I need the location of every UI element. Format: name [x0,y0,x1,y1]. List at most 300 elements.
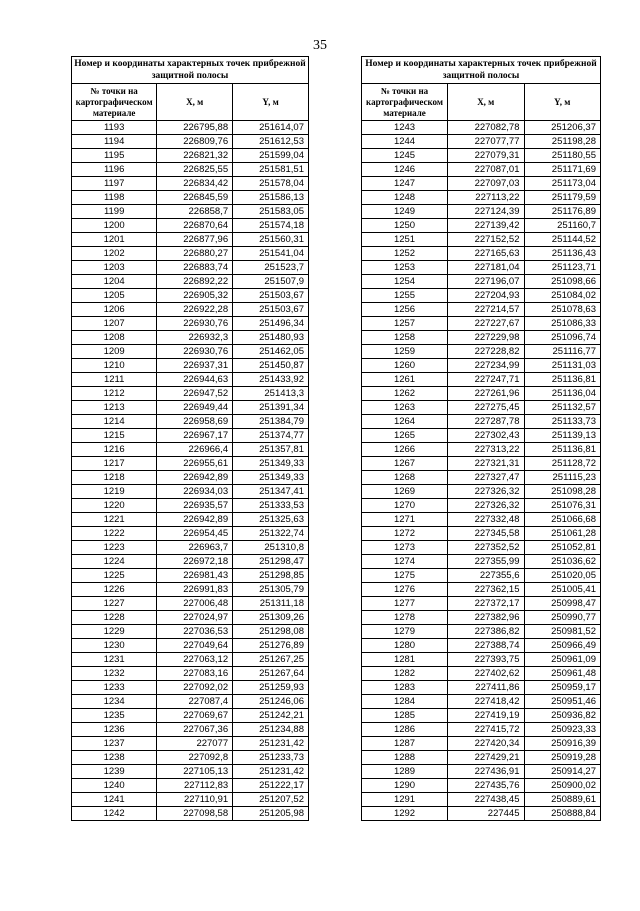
table-row [72,485,309,499]
point-number-cell: 1226 [72,583,157,597]
table-row [72,639,309,653]
x-coordinate-cell: 227228,82 [448,345,524,359]
table-row [72,149,309,163]
y-coordinate-cell: 251413,3 [233,387,309,401]
x-coordinate-cell: 226930,76 [157,345,233,359]
x-coordinate-cell: 226845,59 [157,191,233,205]
table-row [362,415,601,429]
point-number-cell: 1224 [72,555,157,569]
x-coordinate-cell: 226958,69 [157,415,233,429]
point-number-cell: 1216 [72,443,157,457]
x-coordinate-cell: 226932,3 [157,331,233,345]
y-coordinate-cell: 251298,85 [233,569,309,583]
x-coordinate-cell: 227388,74 [448,639,524,653]
point-number-cell: 1260 [362,359,448,373]
y-coordinate-cell: 251507,9 [233,275,309,289]
y-coordinate-cell: 251322,74 [233,527,309,541]
x-coordinate-cell: 227386,82 [448,625,524,639]
table-row [362,149,601,163]
y-coordinate-cell: 251133,73 [524,415,601,429]
point-number-cell: 1263 [362,401,448,415]
y-coordinate-cell: 251084,02 [524,289,601,303]
table-row [72,359,309,373]
table-row [72,779,309,793]
x-coordinate-cell: 226981,43 [157,569,233,583]
y-coordinate-cell: 250923,33 [524,723,601,737]
point-number-cell: 1223 [72,541,157,555]
x-coordinate-cell: 227321,31 [448,457,524,471]
y-coordinate-cell: 250961,09 [524,653,601,667]
point-number-cell: 1252 [362,247,448,261]
table-row [362,555,601,569]
table-title: Номер и координаты характерных точек прибрежной защитной полосы [362,57,601,84]
point-number-cell: 1203 [72,261,157,275]
table-row [72,695,309,709]
x-coordinate-cell: 227204,93 [448,289,524,303]
table-row [72,163,309,177]
y-coordinate-cell: 251298,47 [233,555,309,569]
y-coordinate-cell: 250919,28 [524,751,601,765]
y-coordinate-cell: 250888,84 [524,807,601,821]
table-row [362,345,601,359]
table-row [362,121,601,135]
table-row [72,415,309,429]
y-coordinate-cell: 250951,46 [524,695,601,709]
x-coordinate-cell: 227214,57 [448,303,524,317]
table-row [72,681,309,695]
y-coordinate-cell: 251179,59 [524,191,601,205]
table-row [362,457,601,471]
table-row [362,597,601,611]
point-number-cell: 1274 [362,555,448,569]
x-coordinate-cell: 226966,4 [157,443,233,457]
y-coordinate-cell: 251096,74 [524,331,601,345]
y-coordinate-cell: 250990,77 [524,611,601,625]
point-number-cell: 1290 [362,779,448,793]
x-coordinate-cell: 226825,55 [157,163,233,177]
x-coordinate-cell: 227097,03 [448,177,524,191]
table-body [72,121,309,821]
point-number-cell: 1212 [72,387,157,401]
y-coordinate-cell: 251242,21 [233,709,309,723]
x-coordinate-cell: 226954,45 [157,527,233,541]
y-coordinate-cell: 251433,92 [233,373,309,387]
point-number-cell: 1205 [72,289,157,303]
x-coordinate-cell: 226942,89 [157,513,233,527]
table-row [362,373,601,387]
x-coordinate-cell: 227079,31 [448,149,524,163]
point-number-cell: 1273 [362,541,448,555]
y-coordinate-cell: 251132,57 [524,401,601,415]
table-row [72,373,309,387]
y-coordinate-cell: 251131,03 [524,359,601,373]
x-coordinate-cell: 227393,75 [448,653,524,667]
point-number-cell: 1193 [72,121,157,135]
x-coordinate-cell: 226834,42 [157,177,233,191]
y-coordinate-cell: 251311,18 [233,597,309,611]
table-row [362,527,601,541]
x-coordinate-cell: 226949,44 [157,401,233,415]
x-coordinate-cell: 227098,58 [157,807,233,821]
point-number-cell: 1279 [362,625,448,639]
table-row [72,289,309,303]
y-coordinate-cell: 251176,89 [524,205,601,219]
table-row [362,331,601,345]
point-number-cell: 1213 [72,401,157,415]
table-row [72,443,309,457]
y-coordinate-cell: 251391,34 [233,401,309,415]
table-row [72,807,309,821]
table-row [72,219,309,233]
table-row [362,471,601,485]
y-coordinate-cell: 250961,48 [524,667,601,681]
point-number-cell: 1227 [72,597,157,611]
point-number-cell: 1228 [72,611,157,625]
point-number-cell: 1276 [362,583,448,597]
y-coordinate-cell: 251205,98 [233,807,309,821]
table-row [362,709,601,723]
table-row [72,177,309,191]
y-coordinate-cell: 251231,42 [233,737,309,751]
point-number-cell: 1250 [362,219,448,233]
point-number-cell: 1241 [72,793,157,807]
x-coordinate-cell: 226991,83 [157,583,233,597]
y-coordinate-cell: 250914,27 [524,765,601,779]
x-coordinate-cell: 227124,39 [448,205,524,219]
y-coordinate-cell: 250936,82 [524,709,601,723]
point-number-cell: 1255 [362,289,448,303]
y-coordinate-cell: 251173,04 [524,177,601,191]
table-title: Номер и координаты характерных точек прибрежной защитной полосы [72,57,309,84]
point-number-cell: 1285 [362,709,448,723]
point-number-cell: 1204 [72,275,157,289]
table-row [72,597,309,611]
y-coordinate-cell: 251144,52 [524,233,601,247]
point-number-cell: 1249 [362,205,448,219]
table-row [72,135,309,149]
column-header-x: X, м [448,84,524,121]
table-row [72,401,309,415]
x-coordinate-cell: 227067,36 [157,723,233,737]
y-coordinate-cell: 251136,04 [524,387,601,401]
point-number-cell: 1245 [362,149,448,163]
table-row [362,233,601,247]
table-row [362,135,601,149]
table-row [362,485,601,499]
table-row [72,205,309,219]
x-coordinate-cell: 227302,43 [448,429,524,443]
x-coordinate-cell: 227087,01 [448,163,524,177]
table-row [72,499,309,513]
point-number-cell: 1232 [72,667,157,681]
table-row [72,303,309,317]
x-coordinate-cell: 227438,45 [448,793,524,807]
x-coordinate-cell: 227362,15 [448,583,524,597]
x-coordinate-cell: 227418,42 [448,695,524,709]
table-row [362,653,601,667]
x-coordinate-cell: 227419,19 [448,709,524,723]
x-coordinate-cell: 226883,74 [157,261,233,275]
table-row [72,275,309,289]
y-coordinate-cell: 251560,31 [233,233,309,247]
column-header-point-number: № точки на картографическом материале [362,84,448,121]
table-row [362,751,601,765]
table-row [362,611,601,625]
point-number-cell: 1215 [72,429,157,443]
table-row [72,625,309,639]
x-coordinate-cell: 227435,76 [448,779,524,793]
table-row [72,429,309,443]
table-row [72,555,309,569]
table-row [362,541,601,555]
table-row [72,653,309,667]
x-coordinate-cell: 226877,96 [157,233,233,247]
table-row [72,471,309,485]
y-coordinate-cell: 251206,37 [524,121,601,135]
x-coordinate-cell: 226858,7 [157,205,233,219]
y-coordinate-cell: 251136,43 [524,247,601,261]
table-row [362,807,601,821]
y-coordinate-cell: 251462,05 [233,345,309,359]
y-coordinate-cell: 251259,93 [233,681,309,695]
point-number-cell: 1242 [72,807,157,821]
point-number-cell: 1217 [72,457,157,471]
x-coordinate-cell: 226947,52 [157,387,233,401]
x-coordinate-cell: 227229,98 [448,331,524,345]
y-coordinate-cell: 251267,25 [233,653,309,667]
point-number-cell: 1220 [72,499,157,513]
x-coordinate-cell: 227402,62 [448,667,524,681]
y-coordinate-cell: 251503,67 [233,289,309,303]
point-number-cell: 1253 [362,261,448,275]
table-row [72,191,309,205]
table-row [362,289,601,303]
point-number-cell: 1281 [362,653,448,667]
y-coordinate-cell: 250889,61 [524,793,601,807]
point-number-cell: 1292 [362,807,448,821]
table-row [72,247,309,261]
y-coordinate-cell: 251020,05 [524,569,601,583]
point-number-cell: 1238 [72,751,157,765]
point-number-cell: 1256 [362,303,448,317]
y-coordinate-cell: 251222,17 [233,779,309,793]
point-number-cell: 1264 [362,415,448,429]
x-coordinate-cell: 227420,34 [448,737,524,751]
y-coordinate-cell: 251614,07 [233,121,309,135]
x-coordinate-cell: 226870,64 [157,219,233,233]
y-coordinate-cell: 251207,52 [233,793,309,807]
point-number-cell: 1234 [72,695,157,709]
y-coordinate-cell: 251136,81 [524,373,601,387]
point-number-cell: 1225 [72,569,157,583]
point-number-cell: 1239 [72,765,157,779]
table-row [362,401,601,415]
point-number-cell: 1236 [72,723,157,737]
table-row [362,429,601,443]
column-header-y: Y, м [524,84,601,121]
x-coordinate-cell: 227112,83 [157,779,233,793]
y-coordinate-cell: 251123,71 [524,261,601,275]
y-coordinate-cell: 251136,81 [524,443,601,457]
y-coordinate-cell: 251599,04 [233,149,309,163]
x-coordinate-cell: 227287,78 [448,415,524,429]
y-coordinate-cell: 251523,7 [233,261,309,275]
page-number: 35 [313,38,327,53]
point-number-cell: 1201 [72,233,157,247]
x-coordinate-cell: 227063,12 [157,653,233,667]
point-number-cell: 1291 [362,793,448,807]
point-number-cell: 1200 [72,219,157,233]
point-number-cell: 1209 [72,345,157,359]
x-coordinate-cell: 227313,22 [448,443,524,457]
table-row [362,779,601,793]
y-coordinate-cell: 251496,34 [233,317,309,331]
x-coordinate-cell: 227083,16 [157,667,233,681]
y-coordinate-cell: 250959,17 [524,681,601,695]
point-number-cell: 1210 [72,359,157,373]
x-coordinate-cell: 226955,61 [157,457,233,471]
x-coordinate-cell: 227411,86 [448,681,524,695]
y-coordinate-cell: 251098,66 [524,275,601,289]
y-coordinate-cell: 251298,08 [233,625,309,639]
y-coordinate-cell: 251347,41 [233,485,309,499]
table-row [72,611,309,625]
y-coordinate-cell: 251480,93 [233,331,309,345]
point-number-cell: 1262 [362,387,448,401]
table-row [362,275,601,289]
y-coordinate-cell: 251231,42 [233,765,309,779]
x-coordinate-cell: 227227,67 [448,317,524,331]
x-coordinate-cell: 227415,72 [448,723,524,737]
table-row [362,667,601,681]
table-row [362,261,601,275]
table-row [362,499,601,513]
y-coordinate-cell: 251349,33 [233,457,309,471]
x-coordinate-cell: 227110,91 [157,793,233,807]
table-row [72,317,309,331]
x-coordinate-cell: 227326,32 [448,499,524,513]
point-number-cell: 1237 [72,737,157,751]
x-coordinate-cell: 226905,32 [157,289,233,303]
table-row [362,443,601,457]
y-coordinate-cell: 251450,87 [233,359,309,373]
y-coordinate-cell: 251574,18 [233,219,309,233]
x-coordinate-cell: 226935,57 [157,499,233,513]
y-coordinate-cell: 251349,33 [233,471,309,485]
y-coordinate-cell: 251333,53 [233,499,309,513]
point-number-cell: 1251 [362,233,448,247]
point-number-cell: 1267 [362,457,448,471]
x-coordinate-cell: 227275,45 [448,401,524,415]
y-coordinate-cell: 251581,51 [233,163,309,177]
point-number-cell: 1277 [362,597,448,611]
x-coordinate-cell: 227077,77 [448,135,524,149]
x-coordinate-cell: 227181,04 [448,261,524,275]
x-coordinate-cell: 226937,31 [157,359,233,373]
point-number-cell: 1222 [72,527,157,541]
table-row [362,639,601,653]
y-coordinate-cell: 250916,39 [524,737,601,751]
coordinates-table-right [361,56,601,821]
y-coordinate-cell: 251246,06 [233,695,309,709]
coordinates-table-left [71,56,309,821]
y-coordinate-cell: 251061,28 [524,527,601,541]
y-coordinate-cell: 251374,77 [233,429,309,443]
x-coordinate-cell: 226930,76 [157,317,233,331]
x-coordinate-cell: 227049,64 [157,639,233,653]
y-coordinate-cell: 251160,7 [524,219,601,233]
y-coordinate-cell: 251098,28 [524,485,601,499]
table-row [362,247,601,261]
x-coordinate-cell: 227006,48 [157,597,233,611]
y-coordinate-cell: 251171,69 [524,163,601,177]
point-number-cell: 1289 [362,765,448,779]
y-coordinate-cell: 251180,55 [524,149,601,163]
point-number-cell: 1272 [362,527,448,541]
point-number-cell: 1196 [72,163,157,177]
y-coordinate-cell: 251578,04 [233,177,309,191]
y-coordinate-cell: 251310,8 [233,541,309,555]
y-coordinate-cell: 251076,31 [524,499,601,513]
point-number-cell: 1287 [362,737,448,751]
point-number-cell: 1194 [72,135,157,149]
x-coordinate-cell: 227113,22 [448,191,524,205]
point-number-cell: 1199 [72,205,157,219]
point-number-cell: 1257 [362,317,448,331]
point-number-cell: 1221 [72,513,157,527]
table-row [72,667,309,681]
x-coordinate-cell: 226942,89 [157,471,233,485]
table-row [72,569,309,583]
table-row [72,513,309,527]
x-coordinate-cell: 227372,17 [448,597,524,611]
y-coordinate-cell: 251583,05 [233,205,309,219]
point-number-cell: 1282 [362,667,448,681]
table-row [362,695,601,709]
x-coordinate-cell: 227332,48 [448,513,524,527]
table-row [72,737,309,751]
point-number-cell: 1230 [72,639,157,653]
point-number-cell: 1231 [72,653,157,667]
point-number-cell: 1219 [72,485,157,499]
y-coordinate-cell: 251116,77 [524,345,601,359]
table-row [362,723,601,737]
x-coordinate-cell: 227165,63 [448,247,524,261]
table-body [362,121,601,821]
y-coordinate-cell: 251586,13 [233,191,309,205]
y-coordinate-cell: 250998,47 [524,597,601,611]
y-coordinate-cell: 251128,72 [524,457,601,471]
y-coordinate-cell: 251325,63 [233,513,309,527]
y-coordinate-cell: 250900,02 [524,779,601,793]
x-coordinate-cell: 227105,13 [157,765,233,779]
point-number-cell: 1266 [362,443,448,457]
table-row [362,569,601,583]
point-number-cell: 1270 [362,499,448,513]
x-coordinate-cell: 227355,6 [448,569,524,583]
x-coordinate-cell: 227327,47 [448,471,524,485]
table-row [362,163,601,177]
table-row [362,513,601,527]
x-coordinate-cell: 227382,96 [448,611,524,625]
x-coordinate-cell: 226892,22 [157,275,233,289]
x-coordinate-cell: 226944,63 [157,373,233,387]
table-row [362,737,601,751]
x-coordinate-cell: 227087,4 [157,695,233,709]
y-coordinate-cell: 250981,52 [524,625,601,639]
point-number-cell: 1197 [72,177,157,191]
y-coordinate-cell: 251139,13 [524,429,601,443]
